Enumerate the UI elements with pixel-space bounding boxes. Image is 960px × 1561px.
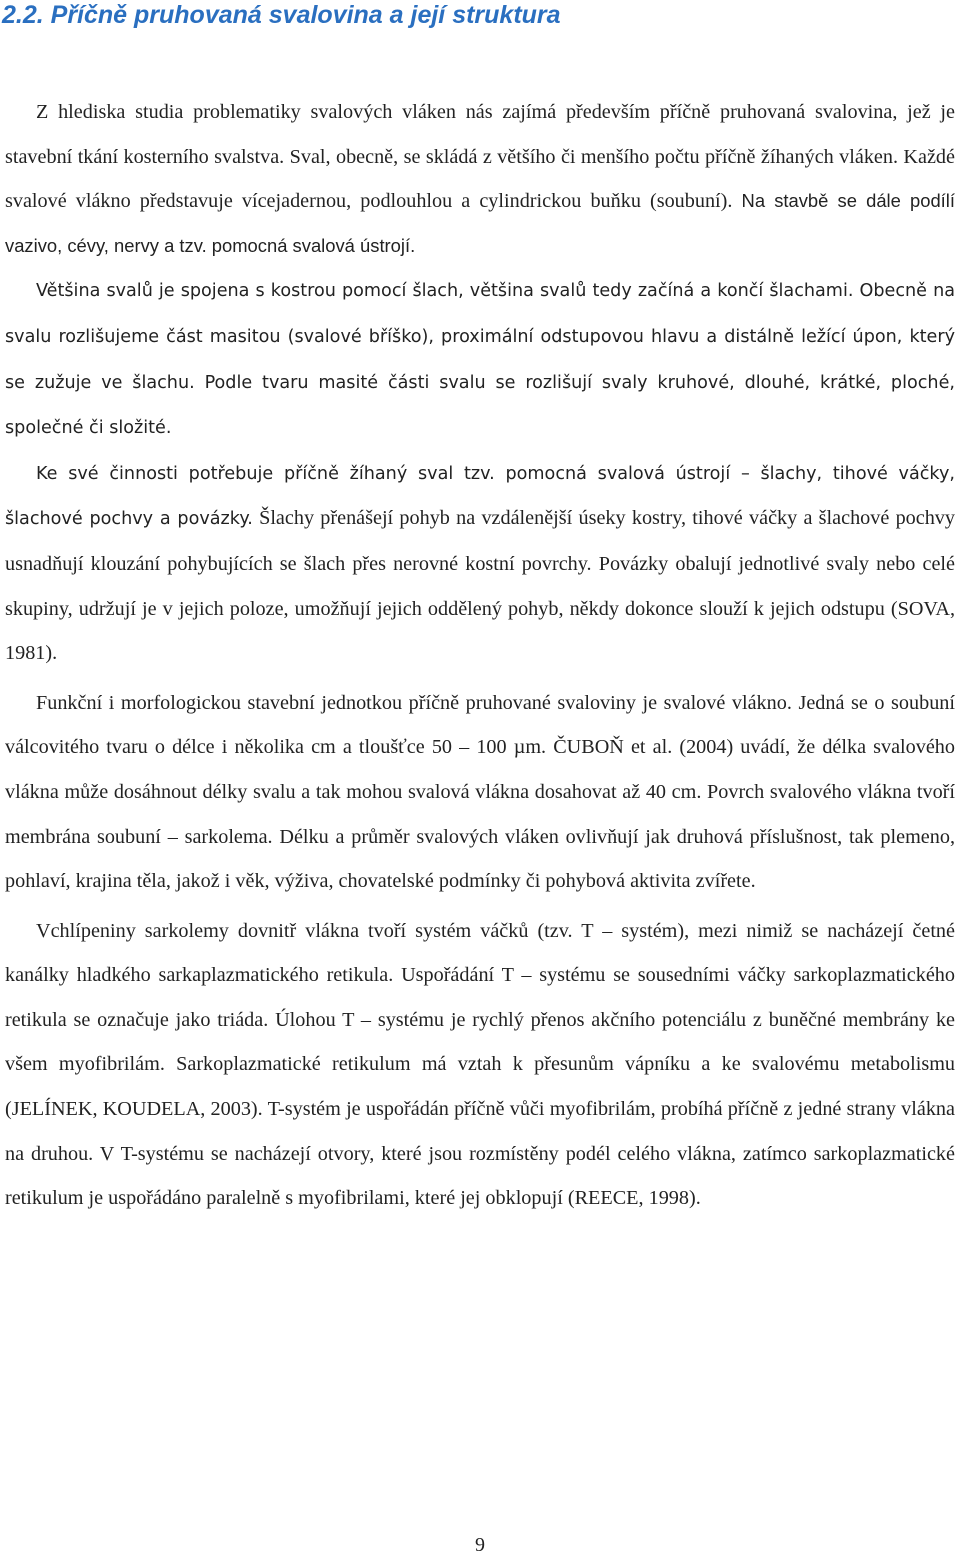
section-heading: 2.2. Příčně pruhovaná svalovina a její struktura [2,1,561,29]
paragraph [5,268,955,450]
paragraph-text: Vchlípeniny sarkolemy dovnitř vlákna tvoří systém váčků (tzv. T – systém), mezi nimiž se nacházejí četné kanálky hladkého sarkaplazmatického retikula. Uspořádání T – systému se sousedními váčky sarkoplazmatického retikula se označuje jako triáda. Úlohou T – systému je rychlý přenos akčního potenciálu z buněčné membrány ke všem myofibrilám. Sarkoplazmatické retikulum má vztah k přesunům vápníku a ke svalovému metabolismu (JELÍNEK, KOUDELA, 2003). T-systém je uspořádán příčně vůči myofibrilám, probíhá příčně z jedné strany vlákna na druhou. V T-systému se nacházejí otvory, které jsou rozmístěny podél celého vlákna, zatímco sarkoplazmatické retikulum je uspořádáno paralelně s myofibrilami, které jej obklopují (REECE, 1998). [5,919,955,1210]
paragraph [5,909,955,1221]
paragraph [5,90,955,268]
sentence: Šlachy přenášejí pohyb na vzdálenější úseky kostry, tihové váčky a šlachové pochvy usnadňují klouzání pohybujících se šlach přes nerovné kostní povrchy. Povázky obalují jednotlivé svaly nebo celé skupiny, udržují je v jejich poloze, umožňují jejich oddělený pohyb, někdy dokonce slouží k jejich odstupu (SOVA, 1981). [5,507,955,665]
sentence: Podle tvaru masité části svalu se rozlišují svaly kruhové, dlouhé, krátké, ploché, společné či složité. [5,372,955,439]
paragraph [5,681,955,904]
paragraph [5,451,955,676]
paragraph-text: Funkční i morfologickou stavební jednotkou příčně pruhované svaloviny je svalové vlákno. Jedná se o soubuní válcovitého tvaru o délce i několika cm a tloušťce 50 – 100 µm. ČUBOŇ et al. (2004) uvádí, že délka svalového vlákna může dosáhnout délky svalu a tak mohou svalová vlákna dosahovat až 40 cm. Povrch svalového vlákna tvoří membrána soubuní – sarkolema. Délku a průměr svalových vláken ovlivňují jak druhová příslušnost, tak plemeno, pohlaví, krajina těla, jakož i věk, výživa, chovatelské podmínky či pohybová aktivita zvířete. [5,691,955,893]
body-text [5,90,955,1221]
sentence: Na stavbě se dále podílí vazivo, cévy, nervy a tzv. pomocná svalová ústrojí. [5,190,955,256]
page-number: 9 [475,1534,485,1556]
sentence: Většina svalů je spojena s kostrou pomocí šlach, většina svalů tedy začíná a končí šlachami. [36,281,854,302]
sentence: Obecně na svalu rozlišujeme část masitou (svalové bříško), proximální odstupovou hlavu a distálně ležící úpon, který se zužuje ve šlachu. [5,281,956,393]
sentence: Z hlediska studia problematiky svalových vláken nás zajímá především příčně pruhovaná svalovina, jež je stavební tkání kosterního svalstva. Sval, obecně, se skládá z většího či menšího počtu příčně žíhaných vláken. Každé svalové vlákno představuje vícejadernou, podlouhlou a cylindrickou buňku (soubuní). [5,101,955,213]
sentence: Ke své činnosti potřebuje příčně žíhaný sval tzv. pomocná svalová ústrojí – šlachy, tihové váčky, šlachové pochvy a povázky. [5,463,955,530]
